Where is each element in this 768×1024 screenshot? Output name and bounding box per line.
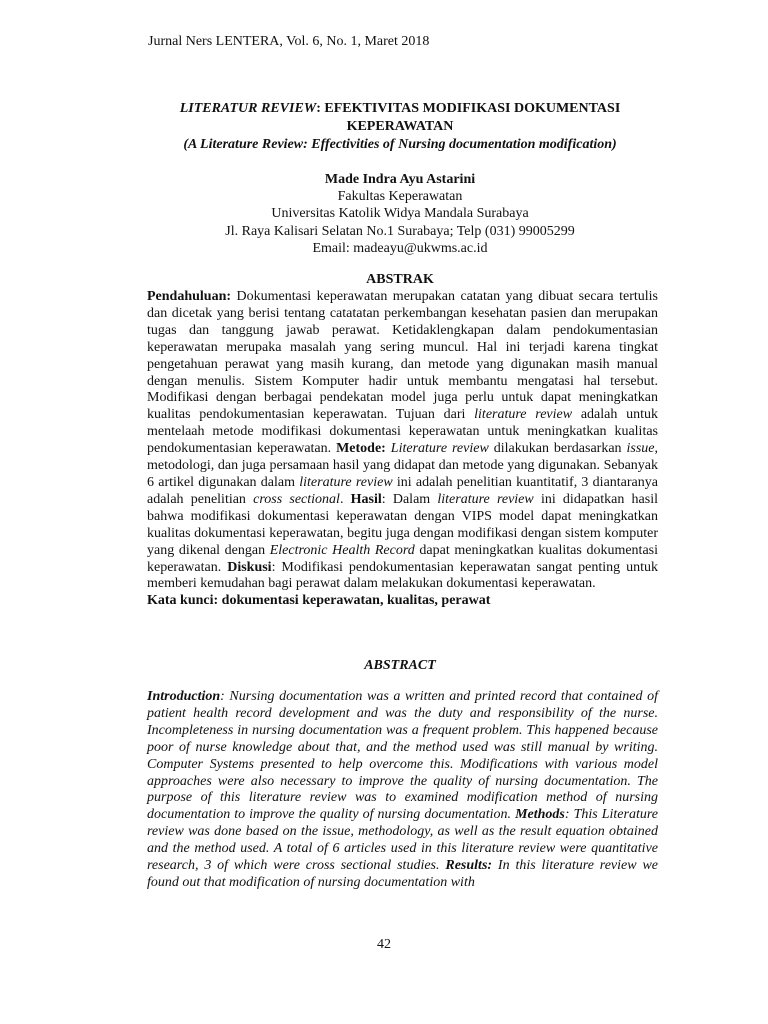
abstract-body [147,689,658,892]
kata-kunci: Kata kunci: dokumentasi keperawatan, kualitas, perawat [147,593,491,609]
hasil-text-1: : Dalam [381,491,438,507]
literature-review-term-4: literature review [437,491,534,507]
metode-text-1: dilakukan berdasarkan [488,441,627,457]
article-subtitle: (A Literature Review: Effectivities of Nursing documentation modification) [183,137,617,152]
author-faculty: Fakultas Keperawatan [337,189,463,205]
literature-review-term-2: Literature review [385,441,489,457]
methods-text: : This Literature review was done based on the issue, methodology, as well as the result equation obtained and the method used. A total of 6 articles used in this literature review were quantitative research, 3 of which were cross sectional studies. [147,807,659,874]
author-block [140,171,660,257]
hasil-text-3: dapat meningkatkan kualitas dokumentasi keperawatan. [147,542,658,575]
author-name: Made Indra Ayu Astarini [324,172,476,187]
hasil-text-2: ini didapatkan hasil bahwa modifikasi dokumentasi keperawatan dengan VIPS model dapat meningkatkan kualitas dokumentasi keperawatan, begitu juga dengan modifikasi dengan sistem komputer yang dikenal dengan [147,491,658,558]
abstrak-body [147,289,658,610]
abstract-heading: ABSTRACT [364,658,436,673]
ehr-term: Electronic Health Record [269,542,415,558]
page-number: 42 [377,937,391,952]
diskusi-label: Diskusi [227,559,272,575]
author-address: Jl. Raya Kalisari Selatan No.1 Surabaya; Telp (031) 99005299 [225,223,575,239]
introduction-label: Introduction [147,689,221,704]
title-rest: : EFEKTIVITAS MODIFIKASI DOKUMENTASI KEPERAWATAN [316,101,621,134]
running-header: Jurnal Ners LENTERA, Vol. 6, No. 1, Maret 2018 [148,34,430,49]
hasil-label: Hasil [350,491,382,507]
results-label: Results: [445,858,493,874]
pendahuluan-text-1: Dokumentasi keperawatan merupakan catatan yang dibuat secara tertulis dan dicetak yang berisi tentang catatatan perkembangan kesehatan pasien dan merupakan tugas dan tanggung jawab perawat. Ketidaklengkapan dalam pendokumentasian keperawatan merupaka masalah yang sering muncul. Hal ini terjadi karena tingkat pengetahuan perawat yang masih kurang, dan metode yang digunakan masih manual dengan menulis. Sistem Komputer hadir untuk membantu mengatasi hal tersebut. Modifikasi dengan berbagai pendekatan model juga perlu untuk dapat meningkatkan kualitas pendokumentasian keperawatan. Tujuan dari [147,289,658,423]
metode-label: Metode: [336,441,386,457]
author-email: Email: madeayu@ukwms.ac.id [312,240,488,256]
literature-review-term-3: literature review [299,474,393,490]
introduction-text: : Nursing documentation was a written and printed record that contained of patient health record development and was the duty and responsibility of the nurse. Incompleteness in nursing documentation was a frequent problem. This happened because poor of nurse knowledge about that, and the method used was still manual by writing. Computer Systems presented to help overcome this. Modifications with various model approaches were also necessary to improve the quality of nursing documentation. The purpose of this literature review was to examined modification method of nursing documentation to improve the quality of nursing documentation. [147,689,658,823]
metode-text-3: ini adalah penelitian kuantitatif, 3 diantaranya adalah penelitian [147,474,658,507]
issue-term: issue [626,441,655,457]
title-italic-part: LITERATUR REVIEW [179,101,317,116]
diskusi-text: : Modifikasi pendokumentasian keperawatan sangat penting untuk memberi kemudahan bagi perawat dalam melakukan dokumentasi keperawatan. [147,559,659,592]
author-university: Universitas Katolik Widya Mandala Surabaya [271,206,529,222]
cross-sectional-term: cross sectional [253,491,340,507]
pendahuluan-text-2: adalah untuk mentelaah metode modifikasi dokumentasi keperawatan untuk meningkatkan kualitas pendokumentasian keperawatan. [147,407,658,457]
metode-text-2: , metodologi, dan juga persamaan hasil yang didapat dan metode yang digunakan. Sebanyak 6 artikel digunakan dalam [147,441,658,490]
literature-review-term-1: literature review [474,407,573,423]
results-text: In this literature review we found out that modification of nursing documentation with [147,858,658,890]
pendahuluan-label: Pendahuluan: [147,289,232,304]
metode-text-4: . [339,491,351,507]
article-title-block [140,100,660,154]
abstrak-heading: ABSTRAK [366,272,434,287]
article-title [140,100,660,136]
methods-label: Methods [515,807,565,823]
